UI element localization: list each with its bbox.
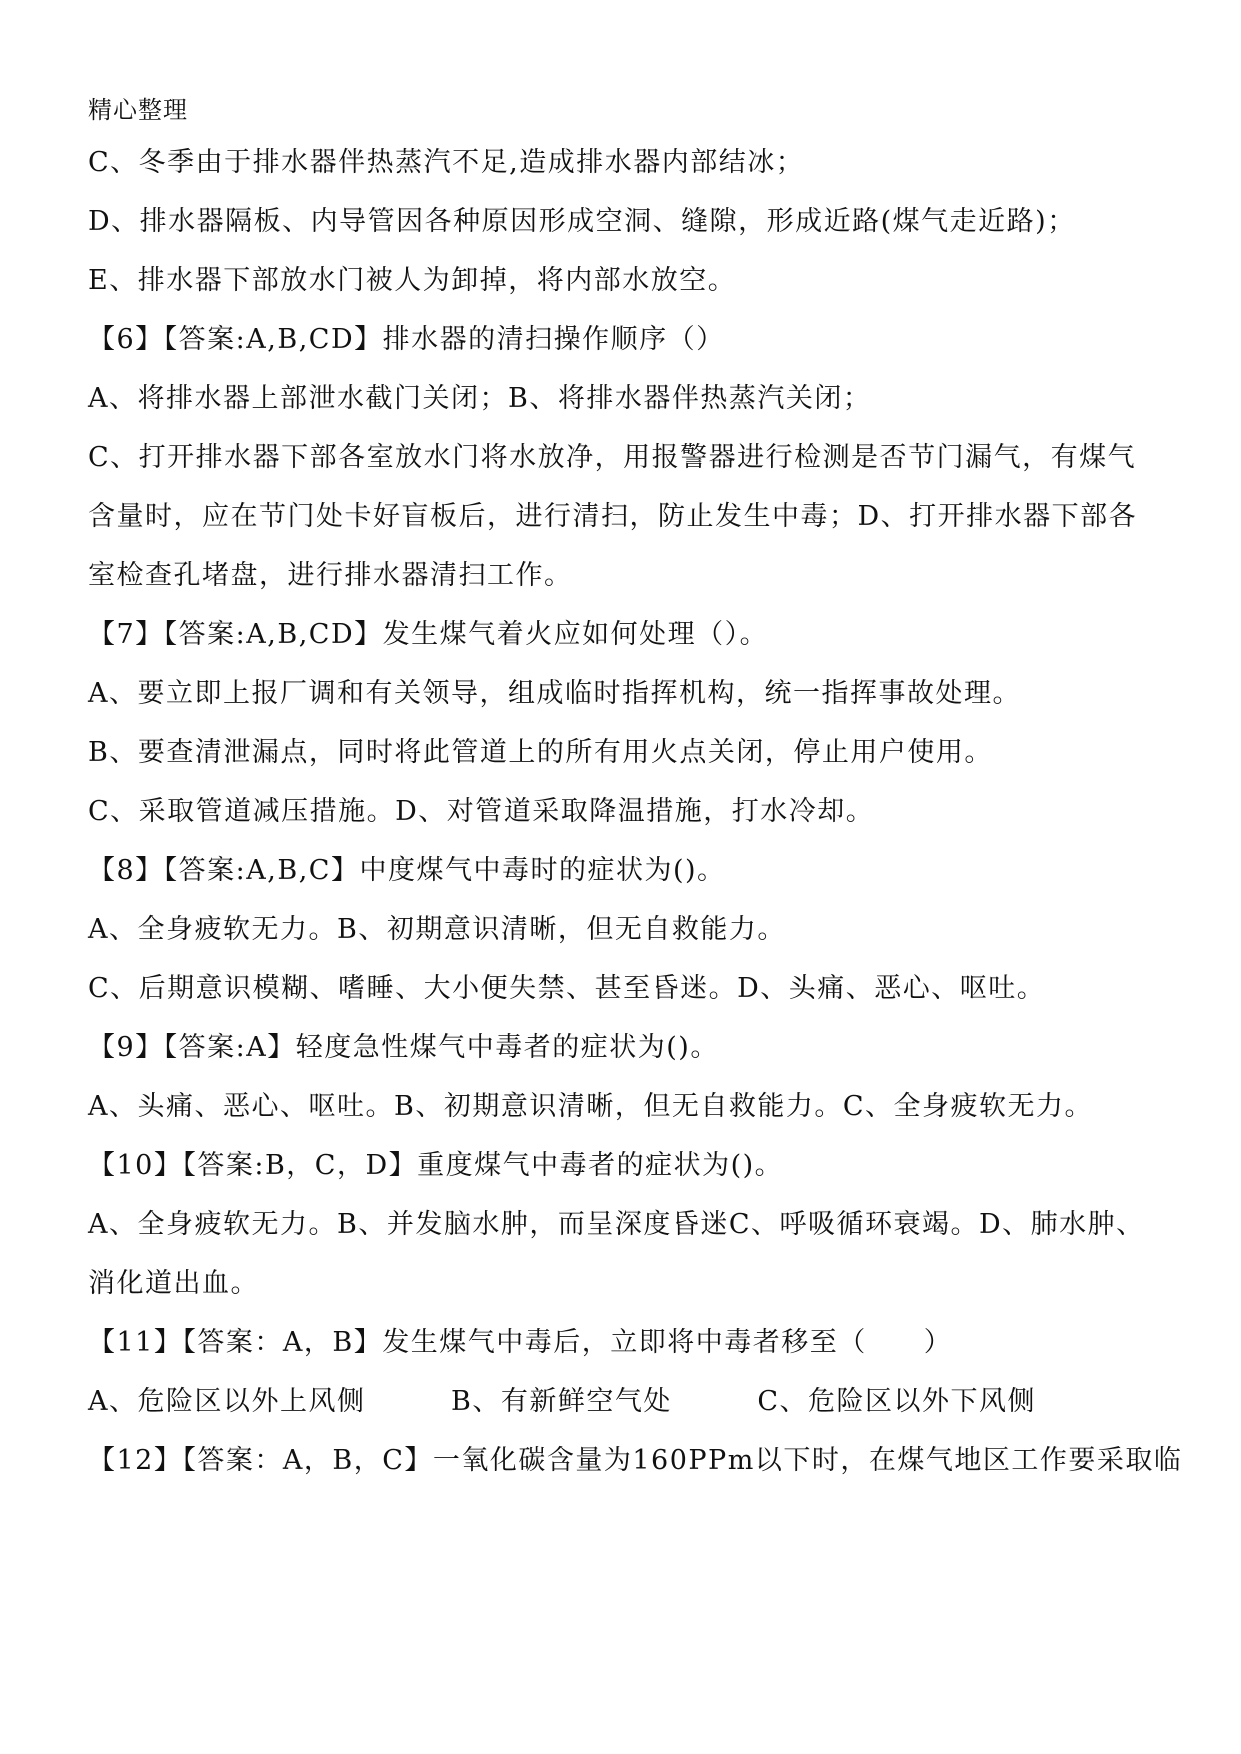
text-line: A、头痛、恶心、呕吐。B、初期意识清晰，但无自救能力。C、全身疲软无力。 <box>88 1091 1093 1122</box>
question-line: 【10】【答案:B，C，D】重度煤气中毒者的症状为()。 <box>88 1150 784 1181</box>
question-line: 【12】【答案：A，B，C】一氧化碳含量为160PPm以下时，在煤气地区工作要采取临 <box>88 1445 1183 1476</box>
text-line: A、全身疲软无力。B、初期意识清晰，但无自救能力。 <box>88 914 786 945</box>
text-line: A、危险区以外上风侧 B、有新鲜空气处 C、危险区以外下风侧 <box>88 1386 1036 1417</box>
text-line: C、采取管道减压措施。D、对管道采取降温措施，打水冷却。 <box>88 796 875 827</box>
question-line: 【9】【答案:A】轻度急性煤气中毒者的症状为()。 <box>88 1032 719 1063</box>
text-line: 室检查孔堵盘，进行排水器清扫工作。 <box>88 560 573 591</box>
question-line: 【6】【答案:A,B,CD】排水器的清扫操作顺序（） <box>88 324 725 355</box>
question-line: 【7】【答案:A,B,CD】发生煤气着火应如何处理（）。 <box>88 619 769 650</box>
text-line: E、排水器下部放水门被人为卸掉，将内部水放空。 <box>88 265 737 296</box>
text-line: 消化道出血。 <box>88 1268 259 1299</box>
text-line: A、将排水器上部泄水截门关闭；B、将排水器伴热蒸汽关闭； <box>88 383 872 414</box>
text-line: 含量时，应在节门处卡好盲板后，进行清扫，防止发生中毒；D、打开排水器下部各 <box>88 501 1138 532</box>
text-line: A、全身疲软无力。B、并发脑水肿，而呈深度昏迷C、呼吸循环衰竭。D、肺水肿、 <box>88 1209 1145 1240</box>
text-line: C、后期意识模糊、嗜睡、大小便失禁、甚至昏迷。D、头痛、恶心、呕吐。 <box>88 973 1046 1004</box>
text-line: C、冬季由于排水器伴热蒸汽不足,造成排水器内部结冰； <box>88 147 805 178</box>
question-line: 【11】【答案：A，B】发生煤气中毒后，立即将中毒者移至（ ） <box>88 1327 953 1358</box>
text-line: B、要查清泄漏点，同时将此管道上的所有用火点关闭，停止用户使用。 <box>88 737 993 768</box>
question-line: 【8】【答案:A,B,C】中度煤气中毒时的症状为()。 <box>88 855 726 886</box>
text-line: D、排水器隔板、内导管因各种原因形成空洞、缝隙，形成近路(煤气走近路)； <box>88 206 1076 237</box>
page-header: 精心整理 <box>88 96 188 124</box>
text-line: C、打开排水器下部各室放水门将水放净，用报警器进行检测是否节门漏气，有煤气 <box>88 442 1137 473</box>
document-body <box>88 133 1183 1490</box>
text-line: A、要立即上报厂调和有关领导，组成临时指挥机构，统一指挥事故处理。 <box>88 678 1021 709</box>
